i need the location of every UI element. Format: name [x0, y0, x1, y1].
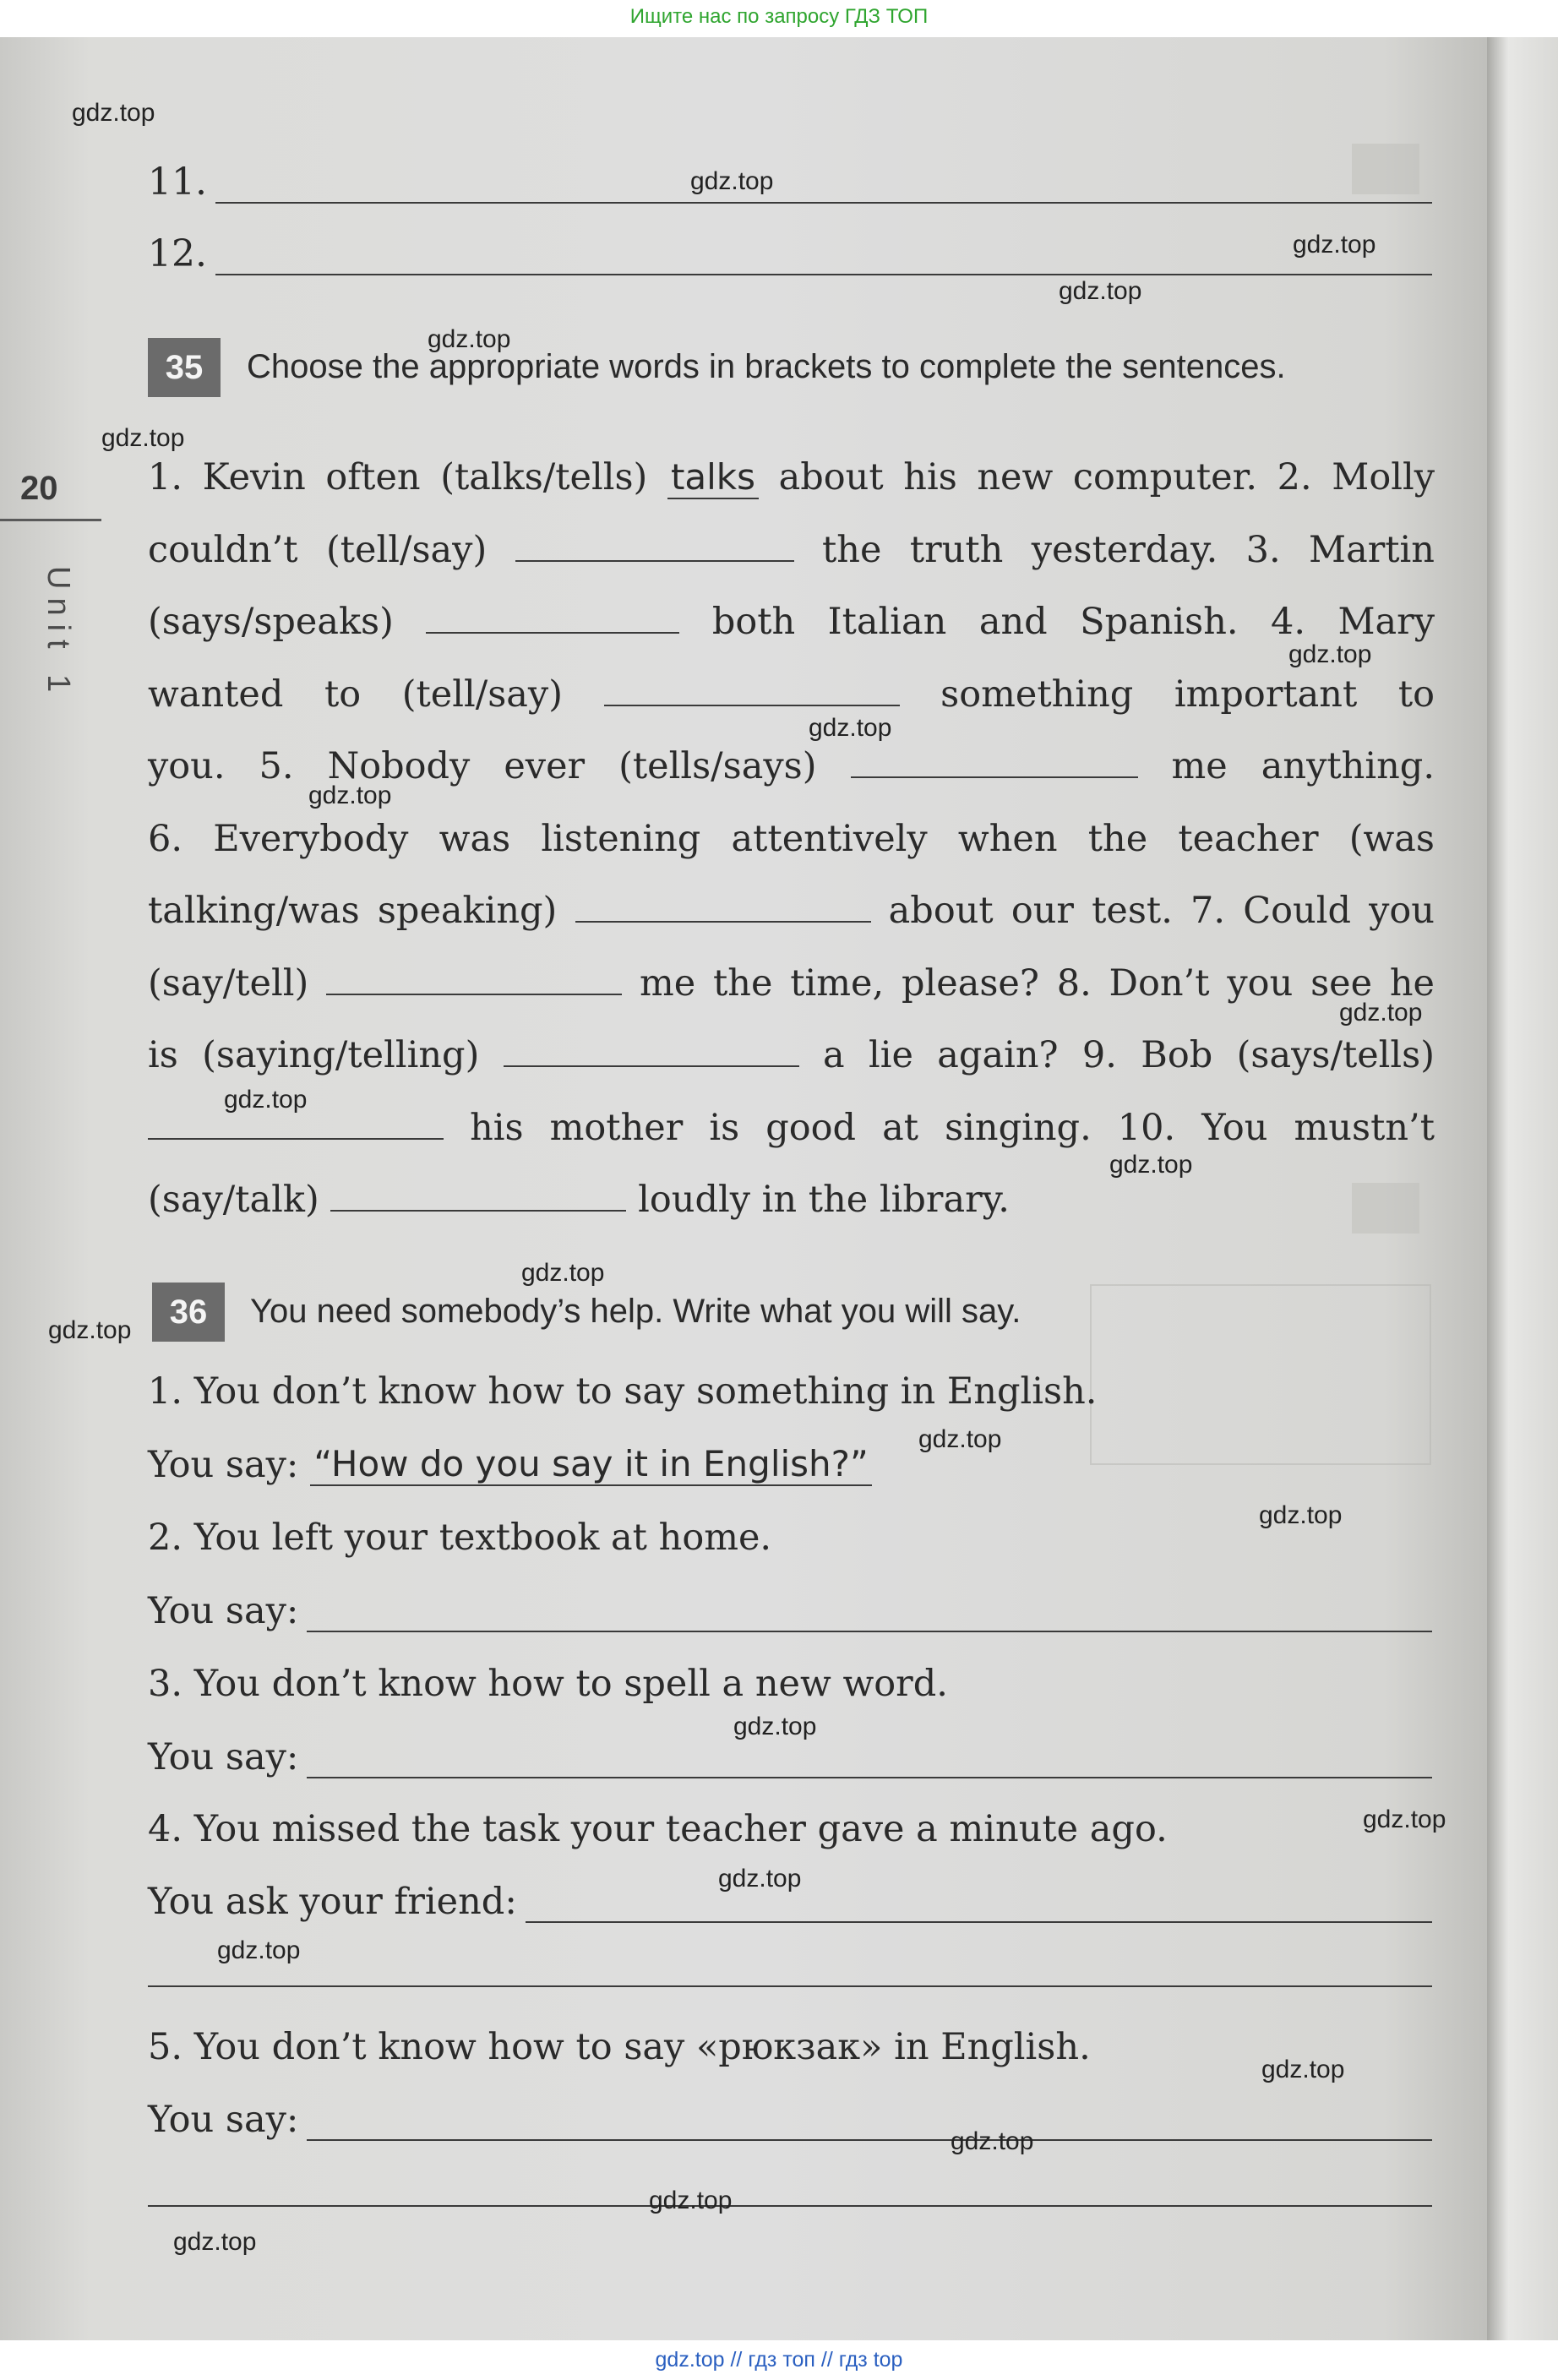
ex35-line: (says/speaks) both Italian and Spanish. 4. Mary	[148, 601, 1435, 643]
answer-blank[interactable]	[330, 1179, 626, 1212]
ex35-line: you. 5. Nobody ever (tells/says) me anything.	[148, 745, 1435, 787]
answer-blank[interactable]	[604, 674, 900, 706]
answer-blank[interactable]	[307, 1597, 1432, 1632]
exercise-35-badge: 35	[148, 338, 221, 397]
ex36-question-3: 3. You don’t know how to spell a new word.	[148, 1663, 948, 1705]
exercise-35-instruction: Choose the appropriate words in brackets to complete the sentences.	[247, 348, 1286, 385]
ex36-answer-row-5	[148, 2099, 1432, 2141]
answer-prompt: You say:	[148, 1590, 299, 1632]
page-number-rule	[0, 519, 101, 521]
ex36-answer-row-2	[148, 1590, 1432, 1632]
answer-blank[interactable]	[215, 240, 1432, 275]
watermark: gdz.top	[1288, 640, 1372, 668]
footer-links[interactable]: gdz.top // гдз топ // гдз top	[0, 2340, 1558, 2380]
ex36-answer-row-3	[148, 1736, 1432, 1778]
ex35-line: couldn’t (tell/say) the truth yesterday. 3. Martin	[148, 528, 1435, 571]
ex36-question-4: 4. You missed the task your teacher gave a minute ago.	[148, 1808, 1168, 1850]
watermark: gdz.top	[1363, 1805, 1446, 1833]
ex35-line: is (saying/telling) a lie again? 9. Bob (says/tells)	[148, 1034, 1435, 1076]
search-banner[interactable]: Ищите нас по запросу ГДЗ ТОП	[0, 0, 1558, 37]
page-binding	[1487, 37, 1558, 2340]
watermark: gdz.top	[649, 2187, 733, 2214]
answer-prompt: You ask your friend:	[148, 1881, 517, 1923]
watermark: gdz.top	[951, 2127, 1034, 2155]
exercise-35-text	[148, 441, 1435, 1237]
watermark: gdz.top	[428, 325, 511, 353]
watermark: gdz.top	[48, 1316, 132, 1344]
answer-blank[interactable]	[307, 1743, 1432, 1778]
answer-blank[interactable]	[851, 746, 1138, 778]
ex35-line: (say/talk) loudly in the library.	[148, 1179, 1010, 1221]
watermark: gdz.top	[733, 1713, 817, 1740]
watermark: gdz.top	[308, 782, 392, 809]
watermark: gdz.top	[101, 424, 185, 452]
ex35-line: wanted to (tell/say) something important to	[148, 673, 1435, 716]
ex35-line: 1. Kevin often (talks/tells) talks about his new computer. 2. Molly	[148, 456, 1435, 498]
unit-label: Unit 1	[41, 566, 76, 701]
answer-prompt: You say:	[148, 2099, 299, 2141]
watermark: gdz.top	[690, 167, 774, 195]
answer-blank[interactable]	[504, 1035, 799, 1067]
watermark: gdz.top	[1259, 1501, 1343, 1529]
ex36-question-1: 1. You don’t know how to say something in English.	[148, 1370, 1098, 1413]
answer-blank[interactable]	[326, 963, 622, 995]
ex35-line: talking/was speaking) about our test. 7. Could you	[148, 890, 1435, 932]
handwritten-answer[interactable]: “How do you say it in English?”	[310, 1443, 871, 1486]
watermark: gdz.top	[521, 1259, 605, 1287]
watermark: gdz.top	[173, 2228, 257, 2256]
watermark: gdz.top	[217, 1936, 301, 1964]
watermark: gdz.top	[1293, 231, 1376, 259]
ex35-line: (say/tell) me the time, please? 8. Don’t you see he	[148, 961, 1435, 1005]
watermark: gdz.top	[809, 714, 892, 742]
ex36-answer-row-1	[148, 1443, 1432, 1486]
answer-blank[interactable]	[307, 2105, 1432, 2141]
page-number: 20	[20, 470, 58, 507]
line-number: 11.	[148, 161, 207, 204]
watermark: gdz.top	[1261, 2056, 1345, 2083]
ex36-question-2: 2. You left your textbook at home.	[148, 1517, 772, 1559]
watermark: gdz.top	[224, 1086, 308, 1114]
ex35-line: his mother is good at singing. 10. You mustn’t	[148, 1092, 1435, 1165]
answer-prompt: You say:	[148, 1736, 299, 1778]
answer-line-extra[interactable]	[148, 1985, 1432, 1987]
handwritten-answer[interactable]: talks	[667, 456, 759, 499]
exercise-36-badge: 36	[152, 1283, 225, 1342]
answer-blank[interactable]	[575, 890, 871, 923]
watermark: gdz.top	[72, 99, 155, 127]
answer-line-extra[interactable]	[148, 2205, 1432, 2207]
answer-line-12[interactable]	[148, 232, 1432, 275]
answer-prompt: You say:	[148, 1444, 299, 1486]
exercise-36-instruction: You need somebody’s help. Write what you will say.	[250, 1293, 1021, 1330]
watermark: gdz.top	[1059, 277, 1142, 305]
line-number: 12.	[148, 232, 207, 275]
watermark: gdz.top	[918, 1425, 1002, 1453]
answer-line-11[interactable]	[148, 161, 1432, 204]
watermark: gdz.top	[718, 1865, 802, 1893]
answer-blank[interactable]	[426, 602, 679, 634]
answer-blank[interactable]	[215, 168, 1432, 204]
ex36-question-5: 5. You don’t know how to say «рюкзак» in English.	[148, 2026, 1091, 2068]
watermark: gdz.top	[1339, 999, 1423, 1027]
answer-blank[interactable]	[526, 1887, 1432, 1923]
ex35-line: 6. Everybody was listening attentively when the teacher (was	[148, 817, 1435, 860]
watermark: gdz.top	[1109, 1151, 1193, 1179]
answer-blank[interactable]	[515, 530, 794, 562]
